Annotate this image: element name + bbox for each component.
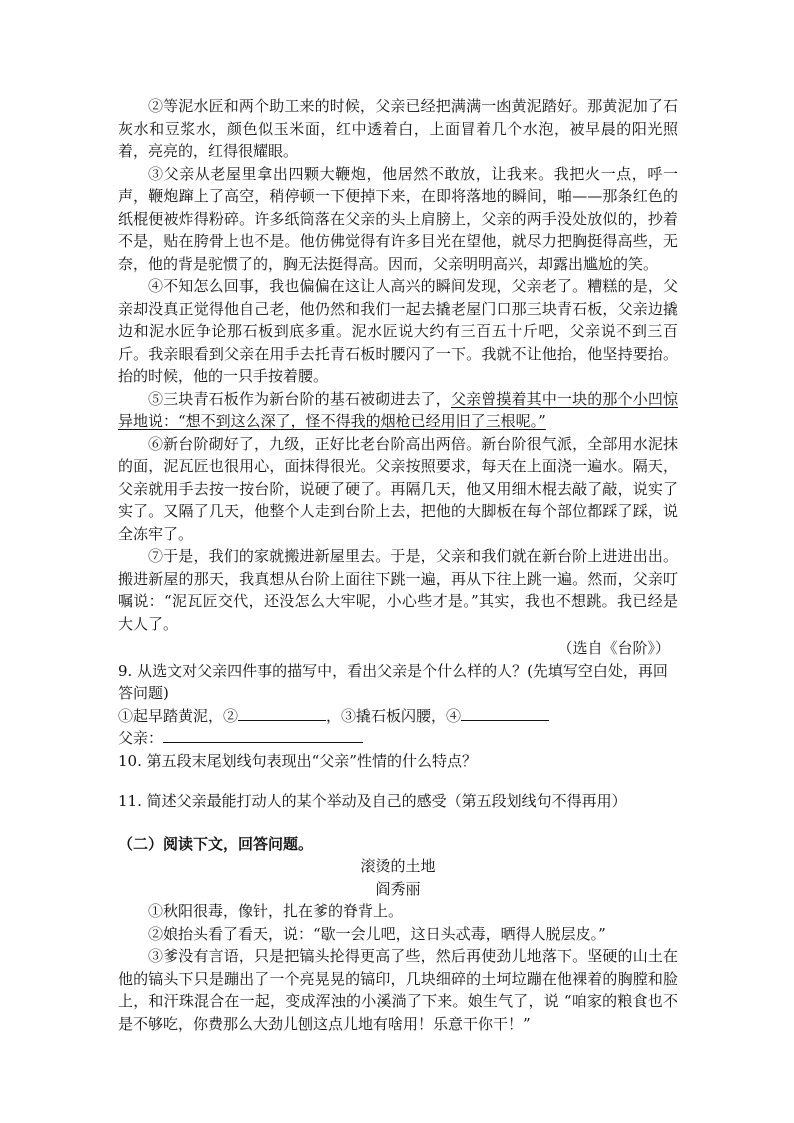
answer-space-10[interactable]: [118, 772, 678, 790]
paragraph-6: ⑥新台阶砌好了，九级，正好比老台阶高出两倍。新台阶很气派，全部用水泥抹的面，泥瓦匠也很用心，面抹得很光。父亲按照要求，每天在上面浇一遍水。隔天，父亲就用手去按一按台阶，说硬了硬了。再隔几天，他又用细木棍去敲了敲，说实了实了。又隔了几天，他整个人走到台阶上去，把他的大脚板在每个部位都踩了踩，说全冻牢了。: [118, 434, 678, 543]
article-paragraph-2: ②娘抬头看了看天，说：“歇一会儿吧，这日头忒毒，晒得人脱层皮。”: [148, 924, 606, 943]
father-label: 父亲：: [118, 729, 164, 747]
paragraph-5-text: ⑤三块青石板作为新台阶的基石被砌进去了，: [148, 389, 451, 408]
answer-space-11[interactable]: [118, 813, 678, 833]
fill-text-a: ①起早踏黄泥，②: [118, 706, 239, 725]
answer-blank-father[interactable]: [163, 728, 363, 743]
article-paragraph-1: ①秋阳很毒，像针，扎在爹的脊背上。: [148, 902, 404, 920]
answer-blank-2[interactable]: [238, 706, 326, 721]
source-citation: （选自《台阶》）: [557, 639, 670, 657]
paragraph-4: ④不知怎么回事，我也偏偏在这让人高兴的瞬间发现，父亲老了。糟糕的是，父亲却没真正觉得他自己老，他仍然和我们一起去撬老屋门口那三块青石板，父亲边撬边和泥水匠争论那石板到底多重。泥水匠说大约有三百五十斤吧，父亲说不到三百斤。我亲眼看到父亲在用手去托青石板时腰闪了一下。我就不让他抬，他坚持要抬。抬的时候，他的一只手按着腰。: [118, 277, 678, 385]
question-9-answer-line: [118, 727, 678, 750]
question-11: 11. 简述父亲最能打动人的某个举动及自己的感受（第五段划线句不得再用）: [118, 792, 627, 810]
question-9-fill-line: [118, 705, 678, 728]
question-9: 9. 从选文对父亲四件事的描写中，看出父亲是个什么样的人？(先填写空白处，再回答问题): [118, 661, 668, 702]
article-author: 阎秀丽: [375, 879, 421, 898]
underlined-sentence: 父亲曾摸着其中一块的那个小凹惊异地说：“想不到这么深了，怪不得我的烟枪已经用旧了三根呢。”: [118, 389, 678, 430]
paragraph-2: ②等泥水匠和两个助工来的时候，父亲已经把满满一凼黄泥踏好。那黄泥加了石灰水和豆浆水，颜色似玉米面，红中透着白，上面冒着几个水泡，被早晨的阳光照着，亮亮的，红得很耀眼。: [118, 97, 678, 160]
answer-blank-4[interactable]: [461, 706, 549, 721]
article-paragraph-3: ③爹没有言语，只是把镐头抡得更高了些，然后再使劲儿地落下。坚硬的山土在他的镐头下只是蹦出了一个亮晃晃的镐印，几块细碎的土坷垃蹦在他裸着的胸膛和脸上，和汗珠混合在一起，变成浑浊的小溪淌了下来。娘生气了，说 “咱家的粮食也不是不够吃，你费那么大劲儿刨这点儿地有啥用！乐意干你干！”: [118, 947, 678, 1033]
fill-text-b: ，③撬石板闪腰，④: [326, 706, 462, 725]
question-10: 10. 第五段末尾划线句表现出“父亲”性情的什么特点？: [118, 751, 477, 770]
paragraph-3: ③父亲从老屋里拿出四颗大鞭炮，他居然不敢放，让我来。我把火一点，呼一声，鞭炮蹿上了高空，稍停顿一下便掉下来，在即将落地的瞬间，啪——那条红色的纸棍便被炸得粉碎。许多纸筒落在父亲的头上肩膀上，父亲的两手没处放似的，抄着不是，贴在胯骨上也不是。他仿佛觉得有许多目光在望他，就尽力把胸挺得高些，无奈，他的背是驼惯了的，胸无法挺得高。因而，父亲明明高兴，却露出尴尬的笑。: [118, 164, 678, 273]
document-page: [118, 95, 678, 1035]
paragraph-5: [118, 388, 678, 433]
paragraph-7: ⑦于是，我们的家就搬进新屋里去。于是，父亲和我们就在新台阶上进进出出。搬进新屋的那天，我真想从台阶上面往下跳一遍，再从下往上跳一遍。然而，父亲叮嘱说：“泥瓦匠交代，还没怎么大牢呢，小心些才是。”其实，我也不想跳。我已经是大人了。: [118, 547, 678, 633]
article-title: 滚烫的土地: [360, 857, 436, 875]
section-heading: （二）阅读下文，回答问题。: [118, 834, 314, 853]
